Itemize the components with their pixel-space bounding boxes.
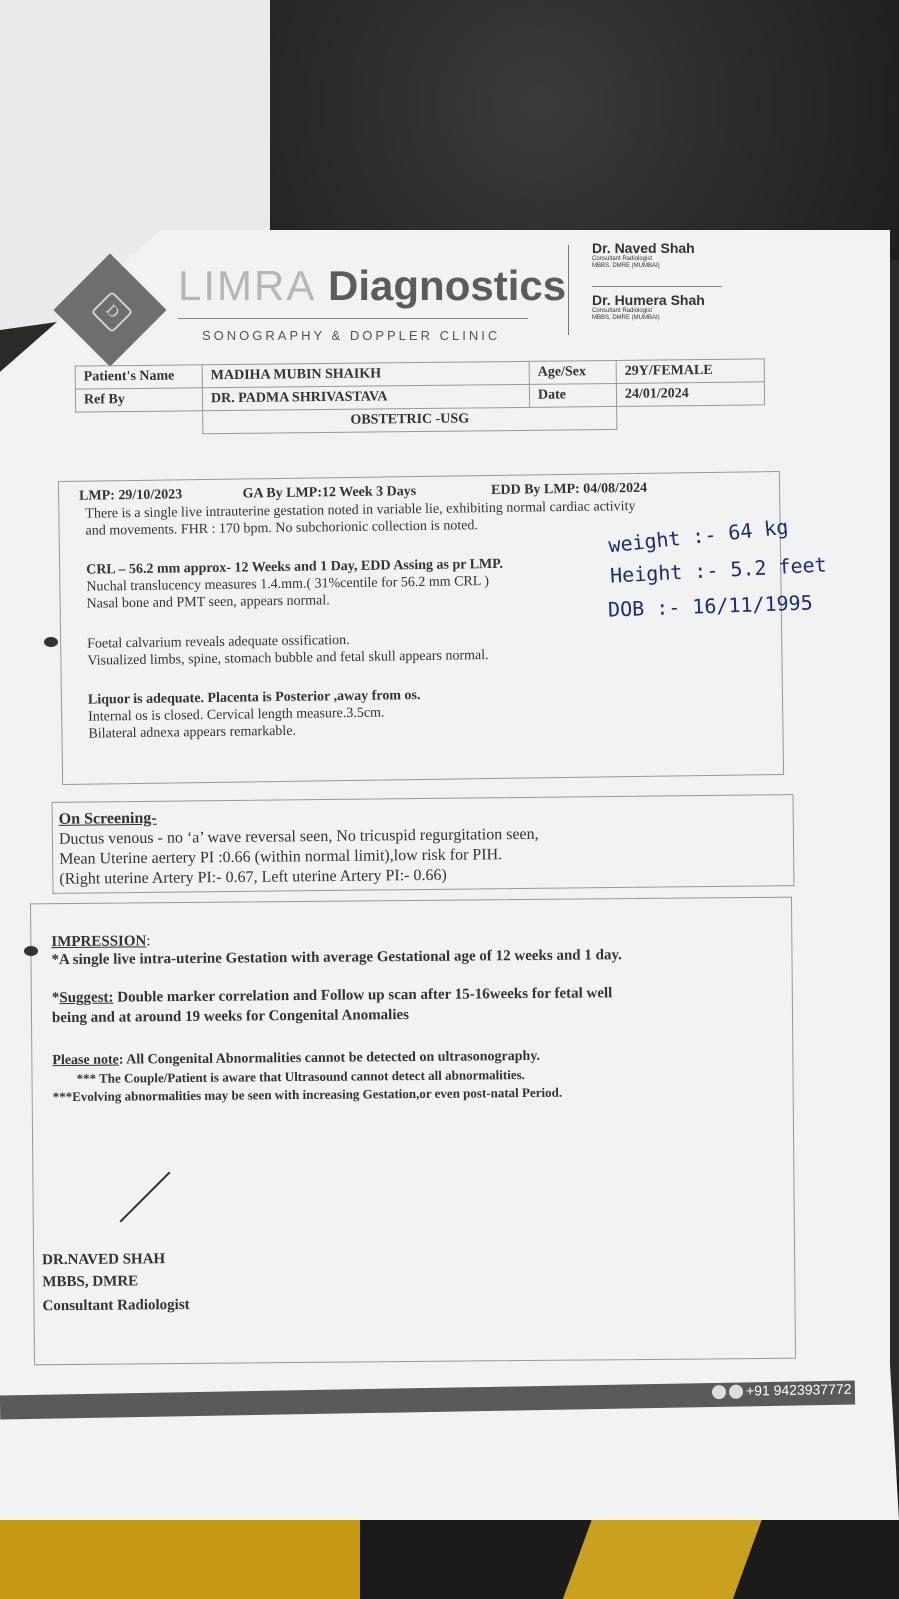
date-value: 24/01/2024: [616, 382, 764, 407]
patient-info-table: [75, 358, 766, 435]
note-label: Please note: [52, 1052, 119, 1069]
phone-icon: [712, 1385, 726, 1399]
impression-section: [30, 897, 796, 1366]
note-text: : All Congenital Abnormalities cannot be detected on ultrasonography.: [118, 1048, 541, 1068]
edd-value: EDD By LMP: 04/08/2024: [490, 480, 648, 499]
punch-hole-icon: [44, 637, 58, 647]
suggest-line-1: *Suggest: Double marker correlation and Follow up scan after 15-16weeks for fetal well: [51, 985, 613, 1007]
brand-dark: Diagnostics: [328, 262, 567, 309]
crl-line: CRL – 56.2 mm approx- 12 Weeks and 1 Day, EDD Assing as pr LMP.: [86, 556, 504, 578]
impression-heading: IMPRESSION:: [51, 933, 151, 951]
ga-value: GA By LMP:12 Week 3 Days: [242, 484, 417, 502]
brand-light: LIMRA: [178, 262, 317, 309]
nasal-line: Nasal bone and PMT seen, appears normal.: [86, 593, 330, 612]
adnexa-line: Bilateral adnexa appears remarkable.: [88, 723, 297, 742]
findings-line-1: There is a single live intrauterine gestation noted in variable lie, exhibiting normal cardiac activity: [85, 498, 636, 522]
ref-by-value: DR. PADMA SHRIVASTAVA: [202, 384, 529, 410]
brand-divider: [178, 318, 528, 319]
limbs-line: Visualized limbs, spine, stomach bubble and fetal skull appears normal.: [87, 648, 489, 669]
age-sex-value: 29Y/FEMALE: [616, 359, 764, 384]
findings-section: [58, 471, 784, 785]
phone-number: +91 9423937772: [745, 1380, 852, 1399]
lmp-value: LMP: 29/10/2023: [79, 487, 183, 504]
signature-degree: MBBS, DMRE: [42, 1273, 139, 1291]
age-sex-label: Age/Sex: [529, 360, 616, 384]
doctor-2-degree: MBBS, DMRE (MUMBAI): [592, 315, 660, 321]
screening-title: On Screening-: [58, 809, 157, 828]
doctor-1-role: Consultant Radiologist: [592, 256, 653, 262]
header-separator: [568, 245, 569, 335]
footer-phone: [712, 1381, 852, 1400]
findings-line-2: and movements. FHR : 170 bpm. No subchorionic collection is noted.: [85, 518, 479, 539]
liquor-line: Liquor is adequate. Placenta is Posterior ,away from os.: [87, 688, 421, 708]
note-line-3: ***Evolving abnormalities may be seen with increasing Gestation,or even post-natal Period.: [52, 1084, 563, 1105]
screening-line-2: Mean Uterine aertery PI :0.66 (within normal limit),low risk for PIH.: [59, 846, 503, 868]
doctor-2-name: Dr. Humera Shah: [592, 292, 705, 308]
handwritten-weight: weight :- 64 kg: [607, 514, 790, 558]
doctor-2-role: Consultant Radiologist: [592, 308, 653, 314]
suggest-text: Double marker correlation and Follow up scan after 15-16weeks for fetal well: [113, 985, 613, 1006]
study-type: OBSTETRIC -USG: [203, 406, 617, 433]
date-label: Date: [529, 383, 616, 407]
ref-by-label: Ref By: [75, 388, 202, 412]
os-line: Internal os is closed. Cervical length measure.3.5cm.: [88, 705, 385, 725]
screening-section: [52, 794, 795, 894]
suggest-line-2: being and at around 19 weeks for Congenital Anomalies: [51, 1007, 410, 1027]
signature-title: Consultant Radiologist: [42, 1296, 190, 1315]
calvarium-line: Foetal calvarium reveals adequate ossification.: [87, 632, 350, 652]
patient-name-label: Patient's Name: [75, 365, 202, 389]
screening-line-3: (Right uterine Artery PI:- 0.67, Left uterine Artery PI:- 0.66): [59, 866, 447, 888]
doctor-1-degree: MBBS, DMRE (MUMBAI): [592, 263, 660, 269]
whatsapp-icon: [729, 1385, 743, 1399]
impression-title: IMPRESSION: [51, 933, 147, 951]
nuchal-line: Nuchal translucency measures 1.4.mm.( 31%centile for 56.2 mm CRL ): [86, 574, 490, 595]
handwritten-dob: DOB :- 16/11/1995: [607, 590, 814, 622]
note-line-2: *** The Couple/Patient is aware that Ultrasound cannot detect all abnormalities.: [76, 1067, 525, 1086]
screening-line-1: Ductus venous - no ‘a’ wave reversal seen, No tricuspid regurgitation seen,: [58, 825, 539, 848]
doctor-1-name: Dr. Naved Shah: [592, 240, 695, 256]
suggest-label: Suggest:: [59, 989, 114, 1007]
clinic-brand: [178, 262, 566, 310]
clinic-tagline: SONOGRAPHY & DOPPLER CLINIC: [202, 328, 501, 343]
doctor-2: [592, 292, 705, 322]
signature-name: DR.NAVED SHAH: [42, 1251, 166, 1269]
doctor-divider: [592, 286, 722, 287]
handwritten-height: Height :- 5.2 feet: [609, 552, 828, 588]
impression-line-1: *A single live intra-uterine Gestation with average Gestational age of 12 weeks and 1 day.: [51, 947, 622, 969]
punch-hole-icon-2: [24, 946, 38, 956]
doctor-1: [592, 240, 695, 270]
patient-name-value: MADIHA MUBIN SHAIKH: [202, 361, 529, 387]
logo-letter-icon: D: [91, 291, 133, 333]
